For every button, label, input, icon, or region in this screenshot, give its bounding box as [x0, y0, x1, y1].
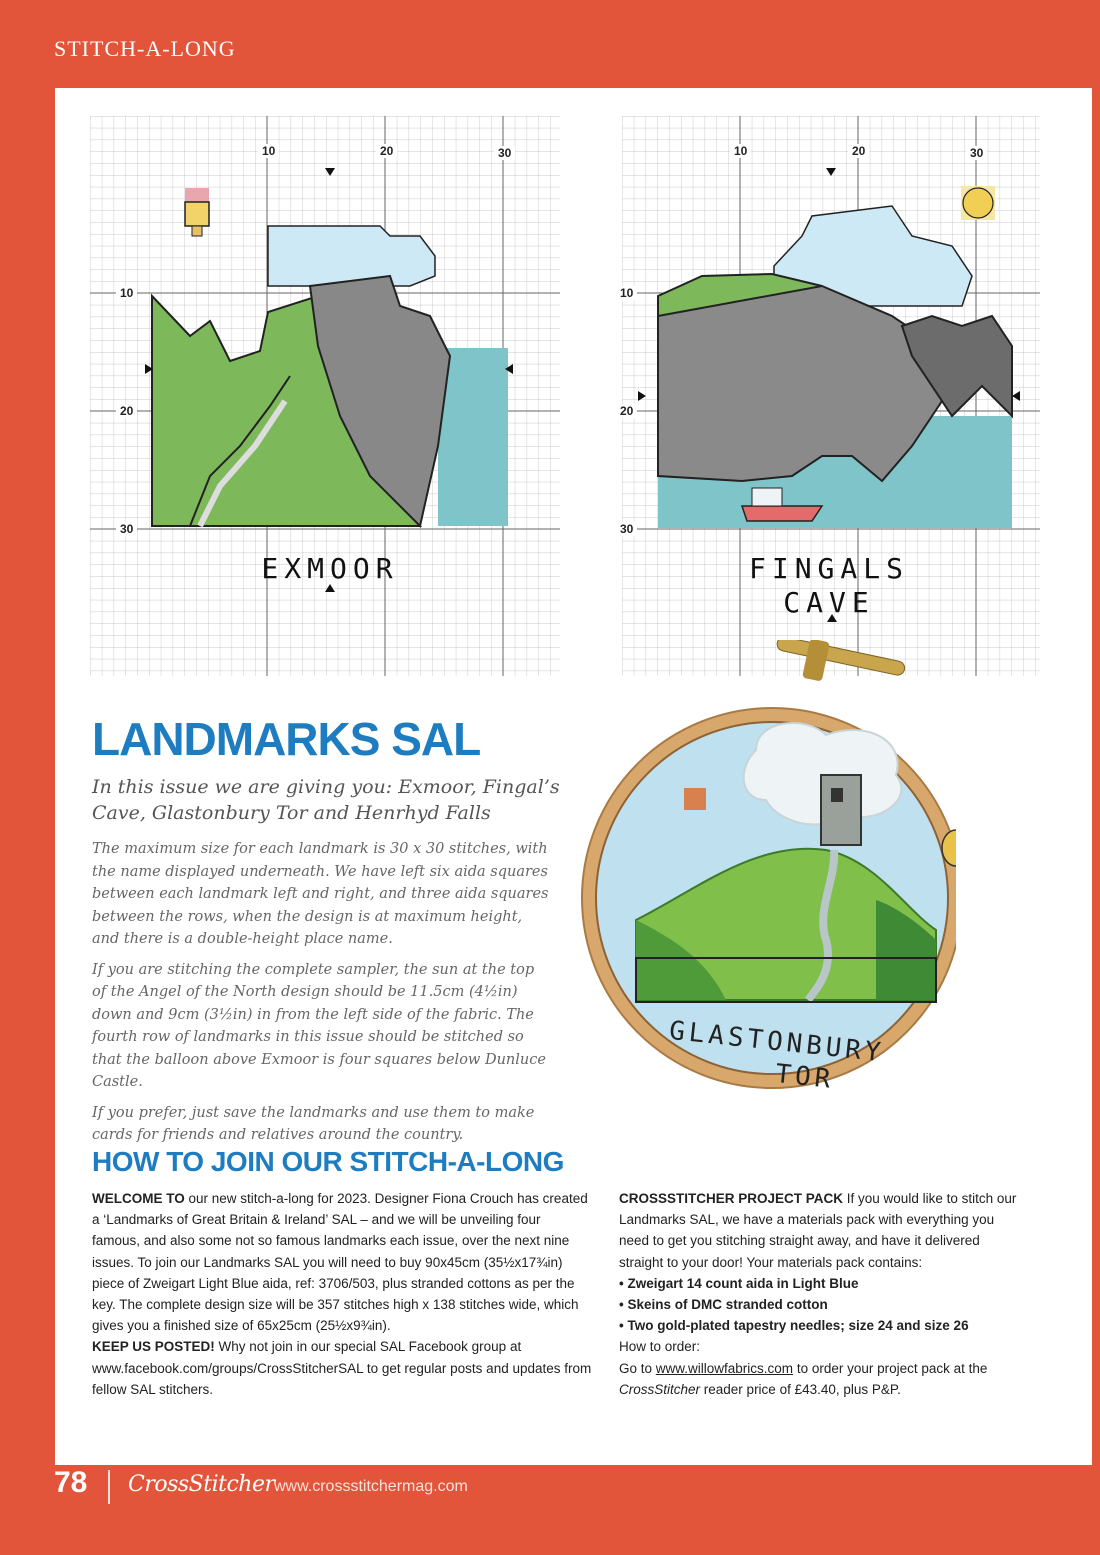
exmoor-chart: [90, 116, 560, 676]
page-number: 78: [54, 1466, 88, 1499]
center-marker-right: [1012, 391, 1020, 401]
intro-paragraph: The maximum size for each landmark is 30 x 30 stitches, with the name displayed underneath. We have left six aida squares between each landmark left and right, and three aida squares between the rows, when the design is at maximum height, and there is a double-height place name.: [92, 841, 549, 947]
willowfabrics-link[interactable]: www.willowfabrics.com: [655, 1360, 794, 1376]
hoop-photo: [576, 640, 956, 1140]
y-tick-30: 30: [616, 522, 637, 536]
x-tick-30: 30: [494, 146, 515, 160]
article-intro: [92, 838, 552, 1155]
sun-icon: [961, 186, 995, 220]
pack-text: If you would like to stitch our Landmarks SAL, we have a materials pack with everything you need to get you stitching straight away, and have it delivered straight to your door! Your materials pack contains:: [619, 1191, 1017, 1270]
intro-paragraph: If you prefer, just save the landmarks and use them to make cards for friends and relatives around the country.: [92, 1104, 535, 1143]
magazine-url: www.crossstitchermag.com: [274, 1478, 468, 1495]
y-tick-30: 30: [116, 522, 137, 536]
center-marker-top: [826, 168, 836, 176]
chart-area: [90, 116, 1092, 676]
pack-item: • Zweigart 14 count aida in Light Blue: [619, 1275, 859, 1291]
fingals-cave-chart: [622, 116, 1040, 676]
join-section-title: HOW TO JOIN OUR STITCH-A-LONG: [92, 1146, 564, 1177]
pack-item: • Skeins of DMC stranded cotton: [619, 1297, 828, 1313]
y-tick-10: 10: [116, 286, 137, 300]
section-tag: STITCH-A-LONG: [54, 36, 236, 61]
center-marker-top: [325, 168, 335, 176]
hoop-label-line2: TOR: [773, 1059, 836, 1096]
article-title: LANDMARKS SAL: [92, 713, 481, 765]
pack-paragraph: [619, 1188, 1019, 1273]
center-marker-left: [638, 391, 646, 401]
pack-item: • Two gold-plated tapestry needles; size 24 and size 26: [619, 1318, 969, 1334]
x-tick-30: 30: [966, 146, 987, 160]
center-marker-right: [505, 364, 513, 374]
design-name-fingals-cave: FINGALS CAVE: [748, 552, 909, 619]
y-tick-20: 20: [616, 404, 637, 418]
posted-text: Why not join in our special SAL Facebook group at www.facebook.com/groups/CrossStitcherSAL to get regular posts and updates from fellow SAL stitchers.: [92, 1339, 592, 1397]
intro-paragraph: If you are stitching the complete sampler, the sun at the top of the Angel of the North design should be 11.5cm (4½in) down and 9cm (3½in) in from the left side of the fabric. The fourth row of landmarks in this issue should be stitched so that the balloon above Exmoor is four squares below Dunluce Castle.: [92, 961, 546, 1090]
welcome-lead: WELCOME TO: [92, 1191, 185, 1206]
order-paragraph: Go to www.willowfabrics.com to order your project pack at the CrossStitcher reader price of £43.40, plus P&P.: [619, 1360, 988, 1397]
center-marker-left: [145, 364, 153, 374]
x-tick-20: 20: [848, 144, 869, 158]
hoop-screw-icon: [776, 640, 906, 682]
hoop-label-line1: GLASTONBURY: [667, 1015, 886, 1069]
y-tick-20: 20: [116, 404, 137, 418]
design-name-exmoor: EXMOOR: [261, 552, 399, 585]
join-right-column: [619, 1188, 1019, 1400]
posted-lead: KEEP US POSTED!: [92, 1339, 215, 1355]
exmoor-grid: [90, 116, 560, 676]
footer-divider: [108, 1470, 110, 1504]
x-tick-10: 10: [730, 144, 751, 158]
magazine-brand: CrossStitcher: [128, 1472, 275, 1497]
welcome-paragraph: [92, 1188, 592, 1336]
x-tick-20: 20: [376, 144, 397, 158]
x-tick-10: 10: [258, 144, 279, 158]
article-standfirst: In this issue we are giving you: Exmoor, Fingal’s Cave, Glastonbury Tor and Henrhyd Falls: [92, 776, 560, 824]
join-left-column: [92, 1188, 592, 1400]
y-tick-10: 10: [616, 286, 637, 300]
order-label: How to order:: [619, 1339, 701, 1355]
pack-lead: CROSSSTITCHER PROJECT PACK: [619, 1191, 844, 1206]
welcome-text: our new stitch-a-long for 2023. Designer Fiona Crouch has created a ‘Landmarks of Great Britain & Ireland’ SAL – and we will be unveiling four famous, and also some not so famous landmarks each issue, over the next nine issues. To join our Landmarks SAL you will need to buy 90x45cm (35½x17¾in) piece of Zweigart Light Blue aida, ref: 3706/503, plus stranded cottons as per the key. The complete design size will be 357 stitches high x 138 stitches wide, which gives you a finished size of 65x25cm (25½x9¾in).: [92, 1191, 588, 1334]
posted-paragraph: [92, 1336, 592, 1400]
